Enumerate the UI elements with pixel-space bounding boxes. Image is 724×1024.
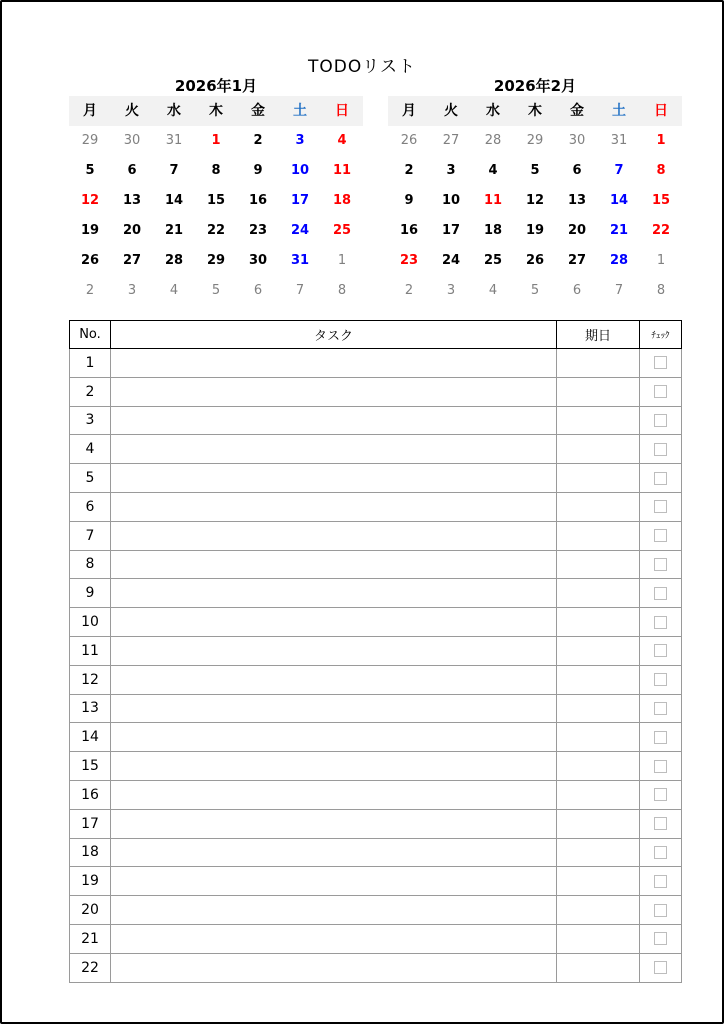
table-row xyxy=(70,349,682,378)
check-cell xyxy=(640,752,682,781)
todo-table xyxy=(69,320,682,983)
check-cell xyxy=(640,780,682,809)
calendar-day: 7 xyxy=(614,283,624,298)
calendar-day: 3 xyxy=(295,133,305,148)
check-cell xyxy=(640,349,682,378)
calendar-day: 24 xyxy=(441,253,461,268)
due-date-cell[interactable] xyxy=(557,838,640,867)
calendar-february xyxy=(388,76,682,306)
due-date-cell[interactable] xyxy=(557,550,640,579)
due-date-cell[interactable] xyxy=(557,579,640,608)
due-date-cell[interactable] xyxy=(557,896,640,925)
task-cell[interactable] xyxy=(111,349,557,378)
task-cell[interactable] xyxy=(111,579,557,608)
calendar-day: 5 xyxy=(530,163,540,178)
calendar-day: 13 xyxy=(567,193,587,208)
due-date-cell[interactable] xyxy=(557,953,640,982)
calendar-day: 3 xyxy=(446,283,456,298)
calendar-day: 25 xyxy=(332,223,352,238)
row-number: 12 xyxy=(70,665,111,694)
task-cell[interactable] xyxy=(111,953,557,982)
calendar-day: 15 xyxy=(651,193,671,208)
calendar-day: 1 xyxy=(211,133,221,148)
weekday-header: 水 xyxy=(472,96,514,126)
checkbox[interactable] xyxy=(654,961,667,974)
task-cell[interactable] xyxy=(111,867,557,896)
check-cell xyxy=(640,377,682,406)
calendar-day: 3 xyxy=(446,163,456,178)
calendar-title: 2026年1月 xyxy=(174,77,258,95)
row-number: 3 xyxy=(70,406,111,435)
due-date-cell[interactable] xyxy=(557,521,640,550)
weekday-header: 火 xyxy=(430,96,472,126)
checkbox[interactable] xyxy=(654,702,667,715)
due-date-cell[interactable] xyxy=(557,809,640,838)
calendar-day: 3 xyxy=(127,283,137,298)
calendar-day: 19 xyxy=(80,223,100,238)
checkbox[interactable] xyxy=(654,414,667,427)
calendar-day: 17 xyxy=(441,223,461,238)
check-cell xyxy=(640,896,682,925)
check-cell xyxy=(640,492,682,521)
calendar-day: 23 xyxy=(399,253,419,268)
column-header-no: No. xyxy=(70,321,111,349)
calendar-day: 17 xyxy=(290,193,310,208)
weekday-header: 火 xyxy=(111,96,153,126)
calendar-day: 21 xyxy=(609,223,629,238)
task-cell[interactable] xyxy=(111,809,557,838)
row-number: 6 xyxy=(70,492,111,521)
table-row xyxy=(70,838,682,867)
due-date-cell[interactable] xyxy=(557,406,640,435)
due-date-cell[interactable] xyxy=(557,665,640,694)
weekday-header: 日 xyxy=(640,96,682,126)
checkbox[interactable] xyxy=(654,443,667,456)
check-cell xyxy=(640,464,682,493)
check-cell xyxy=(640,838,682,867)
calendar-day: 28 xyxy=(484,133,502,148)
due-date-cell[interactable] xyxy=(557,492,640,521)
calendar-day: 30 xyxy=(568,133,586,148)
column-header-due: 期日 xyxy=(557,321,640,349)
due-date-cell[interactable] xyxy=(557,435,640,464)
calendar-day: 25 xyxy=(483,253,503,268)
table-row xyxy=(70,550,682,579)
row-number: 16 xyxy=(70,780,111,809)
calendar-day: 11 xyxy=(332,163,352,178)
check-cell xyxy=(640,809,682,838)
check-cell xyxy=(640,406,682,435)
due-date-cell[interactable] xyxy=(557,924,640,953)
due-date-cell[interactable] xyxy=(557,780,640,809)
calendar-day: 30 xyxy=(123,133,141,148)
calendar-january xyxy=(69,76,363,306)
calendar-day: 8 xyxy=(337,283,347,298)
row-number: 22 xyxy=(70,953,111,982)
row-number: 9 xyxy=(70,579,111,608)
weekday-header: 日 xyxy=(321,96,363,126)
row-number: 17 xyxy=(70,809,111,838)
task-cell[interactable] xyxy=(111,521,557,550)
calendar-day: 6 xyxy=(572,283,582,298)
calendar-day: 8 xyxy=(656,163,666,178)
task-cell[interactable] xyxy=(111,464,557,493)
calendar-day: 5 xyxy=(211,283,221,298)
weekday-header: 木 xyxy=(195,96,237,126)
checkbox[interactable] xyxy=(654,904,667,917)
calendar-day: 7 xyxy=(295,283,305,298)
calendar-day: 23 xyxy=(248,223,268,238)
weekday-header: 月 xyxy=(69,96,111,126)
task-cell[interactable] xyxy=(111,636,557,665)
calendar-day: 6 xyxy=(572,163,582,178)
weekday-header: 土 xyxy=(598,96,640,126)
check-cell xyxy=(640,924,682,953)
table-row xyxy=(70,665,682,694)
calendar-day: 18 xyxy=(332,193,352,208)
task-cell[interactable] xyxy=(111,406,557,435)
check-cell xyxy=(640,435,682,464)
checkbox[interactable] xyxy=(654,875,667,888)
check-cell xyxy=(640,723,682,752)
table-row xyxy=(70,579,682,608)
calendar-day: 1 xyxy=(337,253,347,268)
checkbox[interactable] xyxy=(654,846,667,859)
checkbox[interactable] xyxy=(654,558,667,571)
task-cell[interactable] xyxy=(111,550,557,579)
calendar-day: 9 xyxy=(404,193,414,208)
check-cell xyxy=(640,665,682,694)
row-number: 21 xyxy=(70,924,111,953)
row-number: 20 xyxy=(70,896,111,925)
row-number: 5 xyxy=(70,464,111,493)
task-cell[interactable] xyxy=(111,694,557,723)
checkbox[interactable] xyxy=(654,529,667,542)
row-number: 10 xyxy=(70,608,111,637)
calendar-day: 16 xyxy=(399,223,419,238)
column-header-task: タスク xyxy=(111,321,557,349)
table-row xyxy=(70,752,682,781)
check-cell xyxy=(640,636,682,665)
due-date-cell[interactable] xyxy=(557,349,640,378)
todo-table-body xyxy=(70,349,682,983)
calendar-day: 2 xyxy=(85,283,95,298)
calendar-day: 14 xyxy=(609,193,629,208)
table-row xyxy=(70,694,682,723)
due-date-cell[interactable] xyxy=(557,377,640,406)
row-number: 14 xyxy=(70,723,111,752)
calendar-day: 31 xyxy=(610,133,628,148)
calendar-day: 21 xyxy=(164,223,184,238)
row-number: 1 xyxy=(70,349,111,378)
calendar-day: 12 xyxy=(525,193,545,208)
checkbox[interactable] xyxy=(654,385,667,398)
calendar-day: 5 xyxy=(530,283,540,298)
table-row xyxy=(70,406,682,435)
task-cell[interactable] xyxy=(111,838,557,867)
table-row xyxy=(70,723,682,752)
row-number: 13 xyxy=(70,694,111,723)
calendar-day: 24 xyxy=(290,223,310,238)
calendar-day: 1 xyxy=(656,253,666,268)
checkbox[interactable] xyxy=(654,356,667,369)
task-cell[interactable] xyxy=(111,435,557,464)
row-number: 4 xyxy=(70,435,111,464)
due-date-cell[interactable] xyxy=(557,752,640,781)
table-row xyxy=(70,521,682,550)
checkbox[interactable] xyxy=(654,817,667,830)
calendar-day: 6 xyxy=(127,163,137,178)
calendar-day: 27 xyxy=(567,253,587,268)
calendar-grid xyxy=(69,96,363,306)
calendar-day: 27 xyxy=(122,253,142,268)
calendar-day: 29 xyxy=(206,253,226,268)
calendar-day: 12 xyxy=(80,193,100,208)
check-cell xyxy=(640,953,682,982)
table-header-row xyxy=(70,321,682,349)
row-number: 15 xyxy=(70,752,111,781)
table-row xyxy=(70,867,682,896)
task-cell[interactable] xyxy=(111,492,557,521)
calendar-day: 28 xyxy=(609,253,629,268)
check-cell xyxy=(640,521,682,550)
table-row xyxy=(70,377,682,406)
row-number: 7 xyxy=(70,521,111,550)
task-cell[interactable] xyxy=(111,608,557,637)
checkbox[interactable] xyxy=(654,932,667,945)
task-cell[interactable] xyxy=(111,752,557,781)
calendar-day: 10 xyxy=(290,163,310,178)
calendar-day: 4 xyxy=(488,283,498,298)
due-date-cell[interactable] xyxy=(557,723,640,752)
row-number: 8 xyxy=(70,550,111,579)
checkbox[interactable] xyxy=(654,760,667,773)
calendar-day: 26 xyxy=(525,253,545,268)
table-row xyxy=(70,435,682,464)
checkbox[interactable] xyxy=(654,616,667,629)
row-number: 18 xyxy=(70,838,111,867)
check-cell xyxy=(640,550,682,579)
calendar-day: 20 xyxy=(122,223,142,238)
calendar-day: 19 xyxy=(525,223,545,238)
calendar-day: 9 xyxy=(253,163,263,178)
check-cell xyxy=(640,608,682,637)
calendar-day: 8 xyxy=(656,283,666,298)
calendar-day: 22 xyxy=(206,223,226,238)
due-date-cell[interactable] xyxy=(557,464,640,493)
table-row xyxy=(70,924,682,953)
check-cell xyxy=(640,867,682,896)
table-row xyxy=(70,896,682,925)
calendar-day: 2 xyxy=(253,133,263,148)
row-number: 19 xyxy=(70,867,111,896)
table-row xyxy=(70,780,682,809)
calendar-day: 29 xyxy=(526,133,544,148)
page-title: TODOリスト xyxy=(308,57,416,77)
checkbox[interactable] xyxy=(654,644,667,657)
calendar-title: 2026年2月 xyxy=(493,77,577,95)
calendar-day: 2 xyxy=(404,163,414,178)
check-cell xyxy=(640,579,682,608)
checkbox[interactable] xyxy=(654,731,667,744)
calendar-day: 27 xyxy=(442,133,460,148)
task-cell[interactable] xyxy=(111,723,557,752)
calendar-day: 26 xyxy=(80,253,100,268)
task-cell[interactable] xyxy=(111,780,557,809)
task-cell[interactable] xyxy=(111,896,557,925)
table-row xyxy=(70,809,682,838)
calendar-day: 16 xyxy=(248,193,268,208)
checkbox[interactable] xyxy=(654,587,667,600)
calendar-day: 30 xyxy=(248,253,268,268)
task-cell[interactable] xyxy=(111,924,557,953)
calendar-day: 6 xyxy=(253,283,263,298)
calendar-day: 22 xyxy=(651,223,671,238)
checkbox[interactable] xyxy=(654,500,667,513)
weekday-header: 金 xyxy=(237,96,279,126)
table-row xyxy=(70,492,682,521)
task-cell[interactable] xyxy=(111,377,557,406)
calendar-day: 8 xyxy=(211,163,221,178)
calendar-day: 1 xyxy=(656,133,666,148)
due-date-cell[interactable] xyxy=(557,867,640,896)
weekday-header: 水 xyxy=(153,96,195,126)
calendar-day: 5 xyxy=(85,163,95,178)
due-date-cell[interactable] xyxy=(557,694,640,723)
row-number: 2 xyxy=(70,377,111,406)
column-header-check: ﾁｪｯｸ xyxy=(640,321,682,349)
calendar-day: 14 xyxy=(164,193,184,208)
calendar-day: 26 xyxy=(400,133,418,148)
calendar-day: 15 xyxy=(206,193,226,208)
weekday-header: 土 xyxy=(279,96,321,126)
check-cell xyxy=(640,694,682,723)
checkbox[interactable] xyxy=(654,472,667,485)
calendar-day: 20 xyxy=(567,223,587,238)
calendar-day: 4 xyxy=(169,283,179,298)
calendar-day: 11 xyxy=(483,193,503,208)
weekday-header: 月 xyxy=(388,96,430,126)
calendar-day: 7 xyxy=(614,163,624,178)
calendar-day: 4 xyxy=(488,163,498,178)
calendar-day: 2 xyxy=(404,283,414,298)
weekday-header: 木 xyxy=(514,96,556,126)
calendar-day: 29 xyxy=(81,133,99,148)
row-number: 11 xyxy=(70,636,111,665)
checkbox[interactable] xyxy=(654,788,667,801)
calendar-day: 28 xyxy=(164,253,184,268)
calendar-day: 7 xyxy=(169,163,179,178)
calendar-day: 10 xyxy=(441,193,461,208)
table-row xyxy=(70,953,682,982)
calendar-day: 13 xyxy=(122,193,142,208)
calendar-day: 31 xyxy=(165,133,183,148)
due-date-cell[interactable] xyxy=(557,636,640,665)
calendar-day: 31 xyxy=(290,253,310,268)
calendar-day: 4 xyxy=(337,133,347,148)
checkbox[interactable] xyxy=(654,673,667,686)
table-row xyxy=(70,636,682,665)
due-date-cell[interactable] xyxy=(557,608,640,637)
task-cell[interactable] xyxy=(111,665,557,694)
calendar-grid xyxy=(388,96,682,306)
table-row xyxy=(70,608,682,637)
table-row xyxy=(70,464,682,493)
weekday-header: 金 xyxy=(556,96,598,126)
calendar-day: 18 xyxy=(483,223,503,238)
